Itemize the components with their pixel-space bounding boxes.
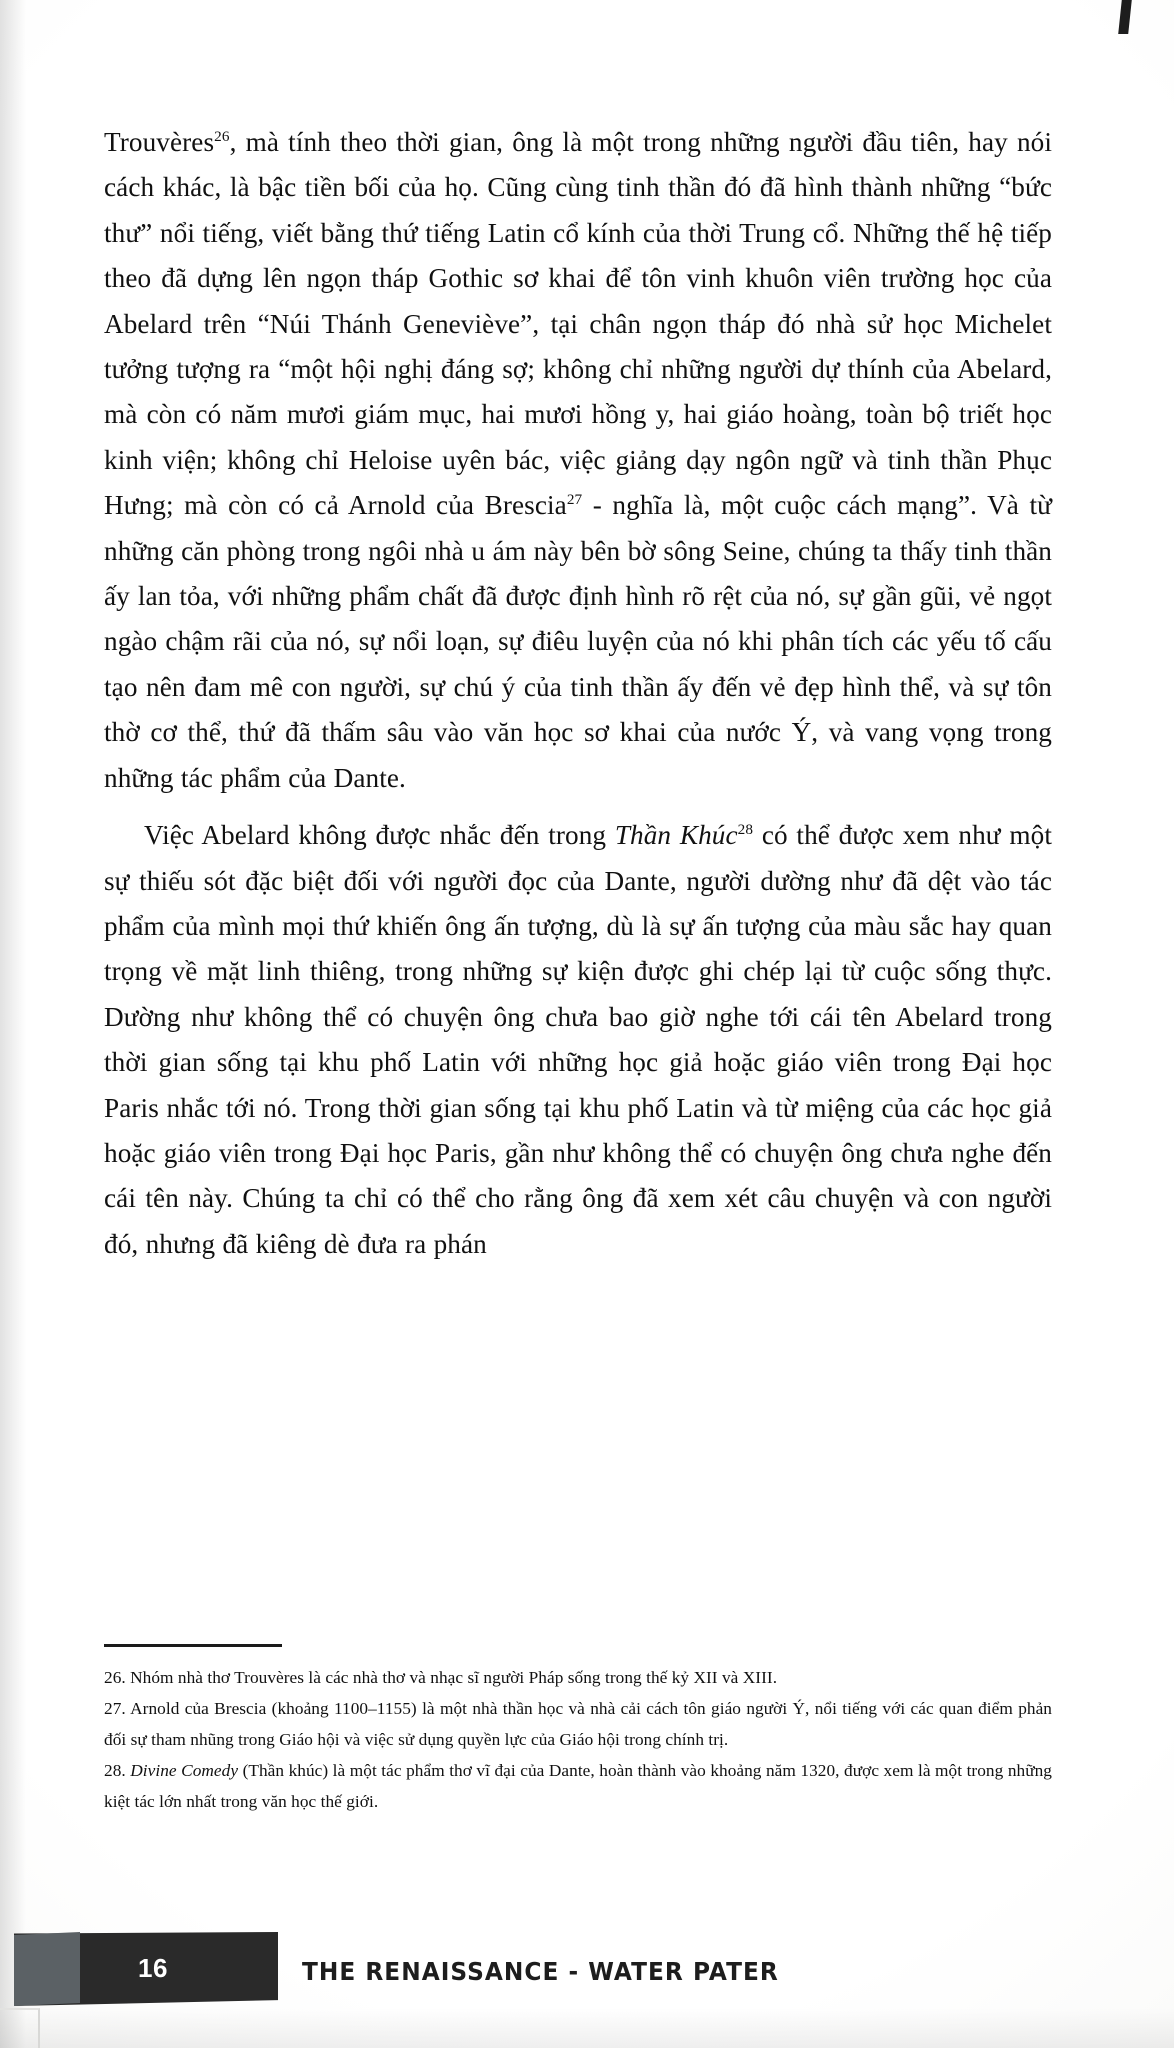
footnote-28: 28. Divine Comedy (Thần khúc) là một tác phẩm thơ vĩ đại của Dante, hoàn thành vào khoảng năm 1320, được xem là một trong những kiệt tác lớn nhất trong văn học thế giới.	[104, 1761, 1052, 1811]
footnote-reference: 27	[566, 491, 583, 509]
page-gutter-shadow	[0, 0, 26, 2048]
italic-title: Divine Comedy	[130, 1761, 239, 1781]
footnote-separator-rule	[104, 1644, 282, 1647]
italic-title: Thần Khúc	[614, 820, 738, 851]
footnote-27: 27. Arnold của Brescia (khoảng 1100–1155) là một nhà thần học và nhà cải cách tôn giáo người Ý, nổi tiếng với các quan điểm phản đối sự tham nhũng trong Giáo hội và việc sử dụng quyền lực của Giáo hội trong chính trị.	[104, 1699, 1052, 1749]
scan-artifact-mark	[1118, 0, 1132, 34]
footnote-reference: 26	[214, 127, 230, 145]
paragraph-1: Trouvères$^{26}$, mà tính theo thời gian, ông là một trong những người đầu tiên, hay nói cách khác, là bậc tiền bối của họ. Cũng cùng tinh thần đó đã hình thành những “bức thư” nổi tiếng, viết bằng thứ tiếng Latin cổ kính của thời Trung cổ. Những thế hệ tiếp theo đã dựng lên ngọn tháp Gothic sơ khai để tôn vinh khuôn viên trường học của Abelard trên “Núi Thánh Geneviève”, tại chân ngọn tháp đó nhà sử học Michelet tưởng tượng ra “một hội nghị đáng sợ; không chỉ những người dự thính của Abelard, mà còn có năm mươi giám mục, hai mươi hồng y, hai giáo hoàng, toàn bộ triết học kinh viện; không chỉ Heloise uyên bác, việc giảng dạy ngôn ngữ và tinh thần Phục Hưng; mà còn có cả Arnold của Brescia$^{27}$ - nghĩa là, một cuộc cách mạng”. Và từ những căn phòng trong ngôi nhà u ám này bên bờ sông Seine, chúng ta thấy tinh thần ấy lan tỏa, với những phẩm chất đã được định hình rõ rệt của nó, sự gần gũi, vẻ ngọt ngào chậm rãi của nó, sự nổi loạn, sự điêu luyện của nó khi phân tích các yếu tố cấu tạo nên đam mê con người, sự chú ý của tinh thần ấy đến vẻ đẹp hình thể, và sự tôn thờ cơ thể, thứ đã thấm sâu vào văn học sơ khai của nước Ý, và vang vọng trong những tác phẩm của Dante.	[104, 127, 1052, 793]
page-footer	[0, 1920, 1174, 2048]
footnote-26: 26. Nhóm nhà thơ Trouvères là các nhà thơ và nhạc sĩ người Pháp sống trong thế kỷ XII và XIII.	[104, 1668, 778, 1687]
paragraph-2: Việc Abelard không được nhắc đến trong Thần Khúc$^{28}$ có thể được xem như một sự thiếu sót đặc biệt đối với người đọc của Dante, người dường như đã dệt vào tác phẩm của mình mọi thứ khiến ông ấn tượng, dù là sự ấn tượng của màu sắc hay quan trọng về mặt linh thiêng, trong những sự kiện được ghi chép lại từ cuộc sống thực. Dường như không thể có chuyện ông chưa bao giờ nghe tới cái tên Abelard trong thời gian sống tại khu phố Latin với những học giả hoặc giáo viên trong Đại học Paris nhắc tới nó. Trong thời gian sống tại khu phố Latin và từ miệng của các học giả hoặc giáo viên trong Đại học Paris, gần như không thể có chuyện ông chưa nghe đến cái tên này. Chúng ta chỉ có thể cho rằng ông đã xem xét câu chuyện và con người đó, nhưng đã kiêng dè đưa ra phán	[104, 820, 1052, 1259]
page-corner-edge	[0, 2008, 40, 2048]
footnote-reference: 28	[737, 821, 754, 839]
page-number: 16	[138, 1953, 168, 1983]
footnotes-section	[104, 1644, 1052, 1818]
page-body-text	[104, 120, 1052, 1267]
footer-light-block	[14, 1932, 80, 2006]
running-title: THE RENAISSANCE - WATER PATER	[302, 1957, 779, 1986]
